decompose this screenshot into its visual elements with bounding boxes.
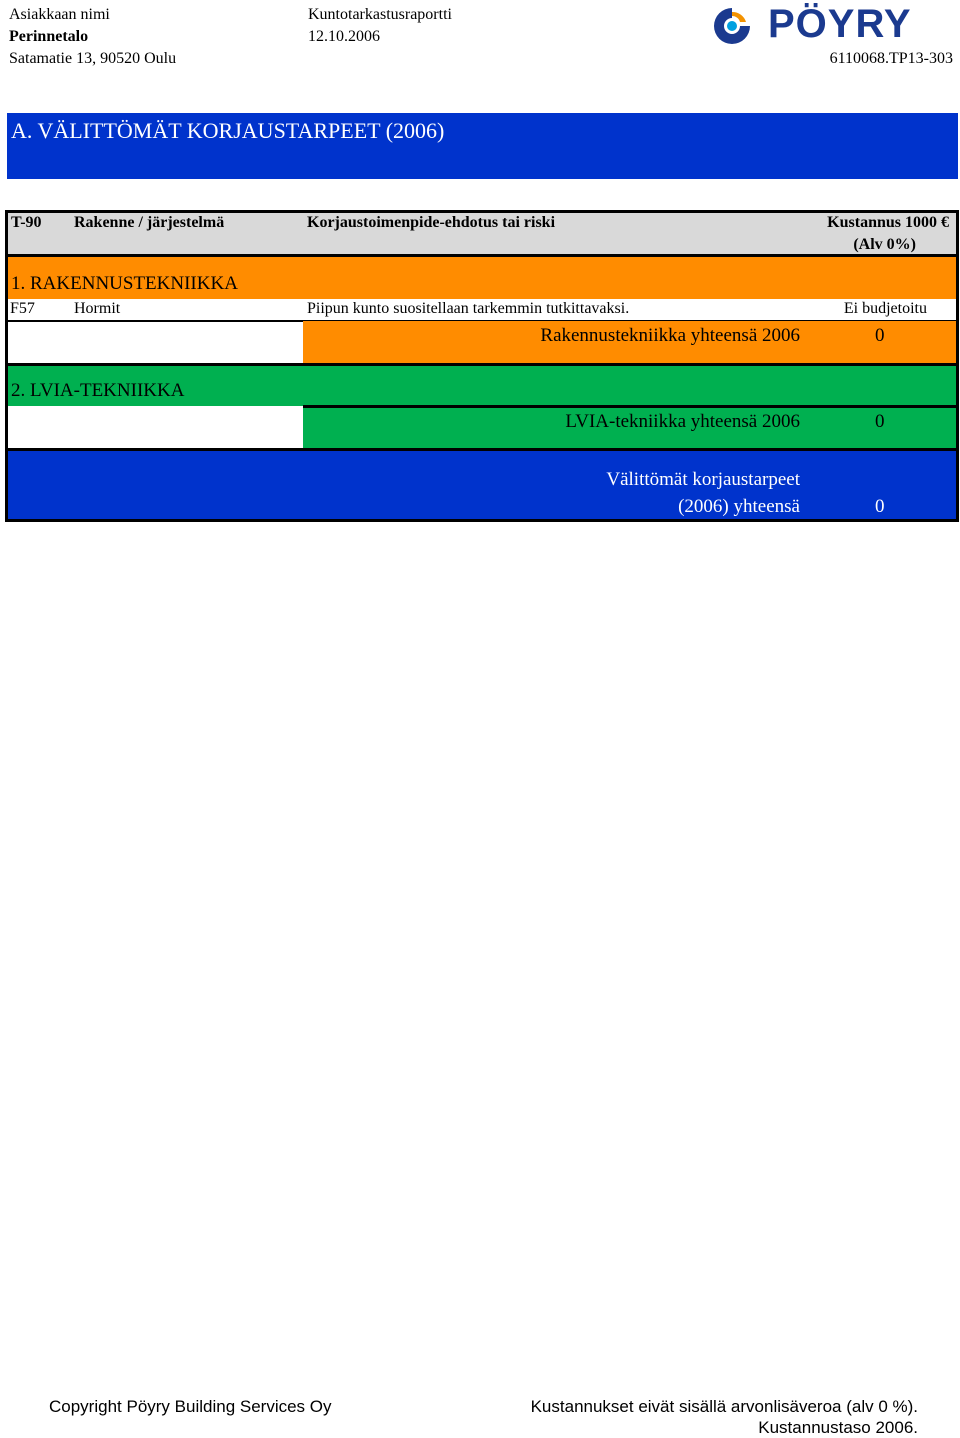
row-action: Piipun kunto suositellaan tarkemmin tutkittavaksi. <box>307 300 630 317</box>
section-title-lvia: 2. LVIA-TEKNIIKKA <box>11 380 185 401</box>
footer-cost-level: Kustannustaso 2006. <box>758 1418 918 1437</box>
page-title: A. VÄLITTÖMÄT KORJAUSTARPEET (2006) <box>11 118 445 143</box>
section-title-rakennustekniikka: 1. RAKENNUSTEKNIIKKA <box>11 273 238 294</box>
section-empty-cell <box>8 408 303 448</box>
poyry-logo-text: PÖYRY <box>768 2 912 46</box>
column-header-cost: Kustannus 1000 € <box>827 214 949 231</box>
section-total-value-rakennustekniikka: 0 <box>875 325 885 346</box>
grand-total-band <box>8 451 956 519</box>
client-label: Asiakkaan nimi <box>9 6 110 23</box>
grand-total-value: 0 <box>875 496 885 517</box>
footer-copyright: Copyright Pöyry Building Services Oy <box>49 1397 332 1416</box>
poyry-logo-icon <box>706 4 758 48</box>
column-header-cost-vat: (Alv 0%) <box>853 236 916 253</box>
row-structure: Hormit <box>74 300 121 317</box>
section-total-label-rakennustekniikka: Rakennustekniikka yhteensä 2006 <box>540 325 800 346</box>
report-date: 12.10.2006 <box>308 28 380 45</box>
report-type: Kuntotarkastusraportti <box>308 6 452 23</box>
client-name: Perinnetalo <box>9 28 89 45</box>
grand-total-label-year: (2006) yhteensä <box>678 496 800 517</box>
project-code: 6110068.TP13-303 <box>829 50 953 67</box>
client-address: Satamatie 13, 90520 Oulu <box>9 50 177 67</box>
row-code: F57 <box>10 300 35 317</box>
section-total-value-lvia: 0 <box>875 411 885 432</box>
grand-total-label: Välittömät korjaustarpeet <box>606 469 800 490</box>
row-cost: Ei budjetoitu <box>843 300 927 317</box>
column-header-action: Korjaustoimenpide-ehdotus tai riski <box>307 214 556 231</box>
column-header-code: T-90 <box>11 214 42 231</box>
footer-vat-note: Kustannukset eivät sisällä arvonlisäveroa (alv 0 %). <box>530 1397 918 1416</box>
column-header-structure: Rakenne / järjestelmä <box>74 214 225 231</box>
section-total-label-lvia: LVIA-tekniikka yhteensä 2006 <box>565 411 800 432</box>
